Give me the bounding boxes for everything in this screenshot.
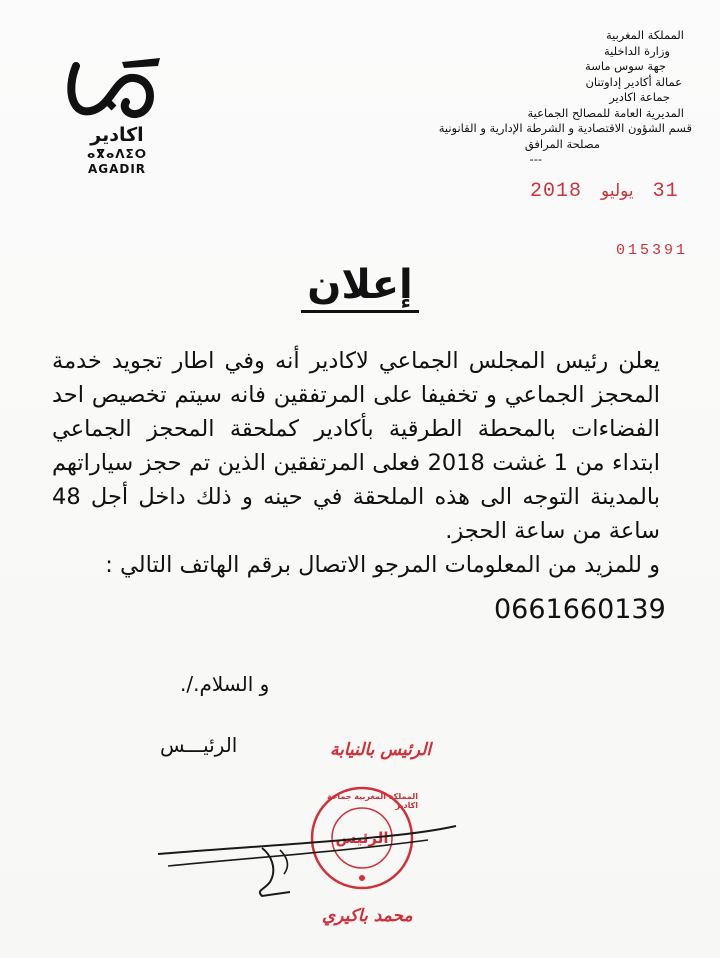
header-line: جماعة اكادير [609, 90, 670, 104]
phone-number: 0661660139 [494, 594, 666, 625]
announcement-body [52, 344, 660, 582]
header-line: المملكة المغربية [605, 28, 684, 42]
reference-number: 015391 [616, 242, 689, 259]
date-stamp-year: 2018 [530, 180, 583, 203]
header-line: جهة سوس ماسة [585, 59, 666, 73]
agadir-logo-mark-icon [62, 52, 172, 124]
president-label: الرئيـــس [160, 733, 238, 757]
header-line: المديرية العامة للمصالح الجماعية [527, 105, 684, 120]
header-line: عمالة أكادير إداوتنان [585, 74, 682, 89]
deputy-label: الرئيس بالنيابة [330, 740, 432, 760]
body-paragraph: و للمزيد من المعلومات المرجو الاتصال برقم الهاتف التالي : [105, 552, 660, 578]
agadir-logo [48, 52, 188, 176]
date-stamp-day: 31 [652, 180, 679, 203]
page-title [0, 262, 720, 308]
header-line: قسم الشؤون الاقتصادية و الشرطة الإدارية و القانونية [438, 121, 692, 135]
title-text: إعلان [301, 262, 419, 313]
header-line: وزارة الداخلية [603, 43, 670, 58]
date-stamp [530, 180, 679, 203]
handwritten-signature-icon [138, 788, 478, 908]
logo-latin-text: AGADIR [87, 162, 147, 176]
administrative-header [372, 28, 692, 168]
salutation: و السلام./. [180, 672, 270, 696]
seal-center-text: الرئيس [335, 829, 389, 847]
body-paragraph: يعلن رئيس المجلس الجماعي لاكادير أنه وفي اطار تجويد خدمة المحجز الجماعي و تخفيفا على المرتفقين فانه سيتم تخصيص احد الفضاءات بالمحطة الطرقية بأكادير كملحقة المحجز الجماعي ابتداء من 1 غشت 2018 فعلى المرتفقين الذين تم حجز سياراتهم بالمدينة التوجه الى هذه الملحقة في حينه و ذلك داخل أجل 48 ساعة من ساعة الحجز. [52, 348, 660, 544]
date-stamp-month: يوليو [601, 181, 634, 201]
header-separator: --- [529, 152, 542, 166]
logo-tifinagh-text: ⴰⴳⴰⴷⵉⵔ [86, 147, 148, 161]
seal-ring-text: المملكة المغربية جماعة اكادير [327, 792, 418, 810]
signer-name: محمد باكيري [322, 906, 413, 926]
header-line: مصلحة المرافق [524, 136, 600, 151]
logo-arabic-text: اكادير [90, 124, 144, 146]
